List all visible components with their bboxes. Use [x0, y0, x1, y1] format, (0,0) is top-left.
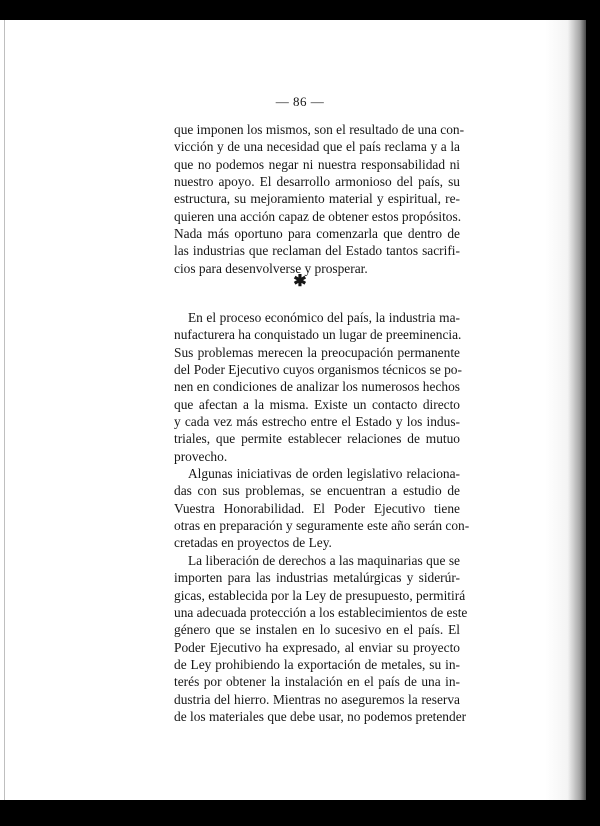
text-line: que imponen los mismos, son el resultado de una con-	[174, 122, 465, 137]
page-gutter-shadow	[545, 20, 586, 800]
text-line: triales, que permite establecer relaciones de mutuo	[174, 431, 460, 447]
text-line: vicción y de una necesidad que el país reclama y a la	[174, 139, 460, 155]
paragraph-block-2	[174, 309, 470, 725]
scan-border-right	[586, 0, 600, 826]
scan-border-bottom	[0, 800, 600, 826]
text-line: En el proceso económico del país, la industria ma-	[188, 310, 460, 325]
text-line: género que se instalen en lo sucesivo en el país. El	[174, 622, 460, 638]
section-separator-asterisk: ✱	[293, 273, 307, 290]
text-line: que afectan a la misma. Existe un contacto directo	[174, 396, 460, 412]
text-line: del Poder Ejecutivo cuyos organismos técnicos se po-	[174, 362, 462, 378]
text-line: gicas, establecida por la Ley de presupuesto, permitirá	[174, 587, 466, 603]
text-line: una adecuada protección a los establecimientos de este	[174, 604, 468, 620]
text-line: Sus problemas merecen la preocupación permanente	[174, 344, 460, 360]
text-line: quieren una acción capaz de obtener estos propósitos.	[174, 208, 462, 224]
text-line: La liberación de derechos a las maquinarias que se	[188, 552, 460, 568]
text-line: nuestro apoyo. El desarrollo armonioso del país, su	[174, 174, 460, 190]
page-left-edge	[4, 20, 5, 800]
text-line: Nada más oportuno para comenzarla que dentro de	[174, 226, 460, 242]
text-line: de Ley prohibiendo la exportación de metales, su in-	[174, 656, 460, 672]
text-line: que no podemos negar ni nuestra responsabilidad ni	[174, 156, 460, 172]
text-line: Vuestra Honorabilidad. El Poder Ejecutivo tiene	[174, 500, 460, 516]
text-line: Poder Ejecutivo ha expresado, al enviar su proyecto	[174, 639, 460, 655]
text-line: nufacturera ha conquistado un lugar de preeminencia.	[174, 327, 462, 343]
text-line: nen en condiciones de analizar los numerosos hechos	[174, 379, 460, 395]
text-line: Algunas iniciativas de orden legislativo relaciona-	[188, 466, 460, 482]
text-line: das con sus problemas, se encuentran a estudio de	[174, 483, 460, 499]
text-line: dustria del hierro. Mientras no aseguremos la reserva	[174, 691, 460, 707]
text-line: otras en preparación y seguramente este año serán con-	[174, 518, 470, 534]
paragraph-block-1	[174, 121, 465, 277]
text-line: importen para las industrias metalúrgicas y siderúr-	[174, 570, 460, 586]
text-line: estructura, su mejoramiento material y espiritual, re-	[174, 191, 460, 207]
scan-border-top	[0, 0, 600, 20]
text-line: cretadas en proyectos de Ley.	[174, 535, 332, 551]
text-line: provecho.	[174, 448, 228, 464]
text-line: terés por obtener la instalación en el país de una in-	[174, 674, 460, 690]
page-number: — 86 —	[275, 94, 325, 109]
text-line: de los materiales que debe usar, no podemos pretender	[174, 708, 467, 724]
text-line: cios para desenvolverse y prosperar.	[174, 260, 368, 276]
text-line: y cada vez más estrecho entre el Estado y los indus-	[174, 414, 460, 430]
text-line: las industrias que reclaman del Estado tantos sacrifi-	[174, 243, 460, 259]
